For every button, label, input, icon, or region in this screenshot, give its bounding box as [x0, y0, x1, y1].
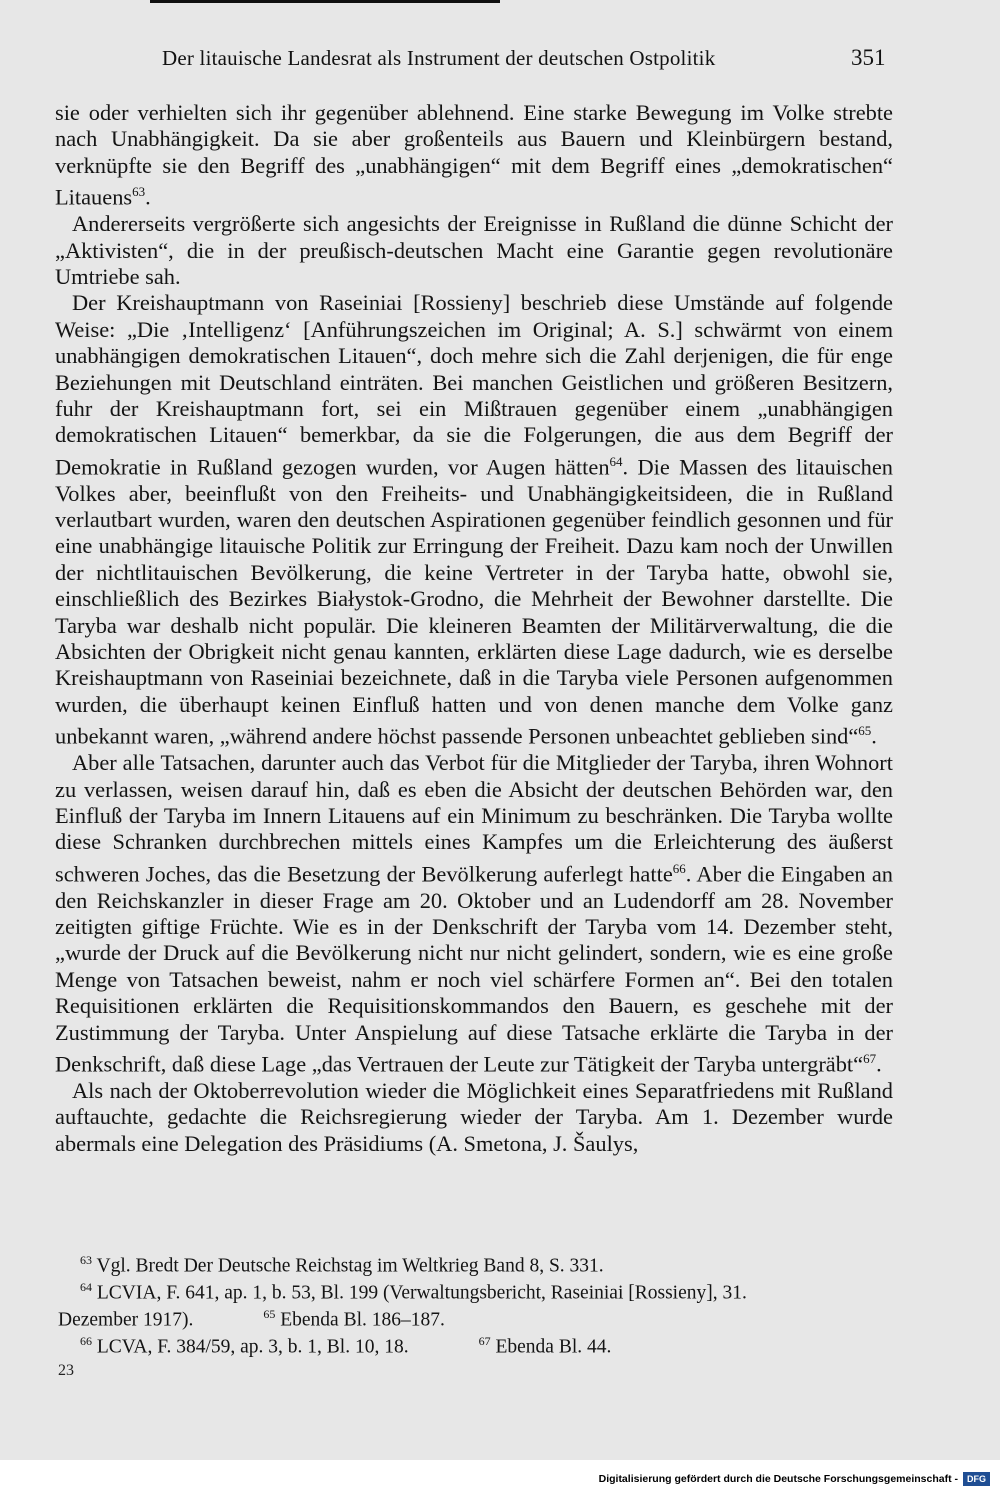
paragraph-text: . — [871, 723, 877, 749]
page-header — [0, 46, 1000, 76]
footnote-mark: 64 — [80, 1280, 92, 1294]
footnotes — [58, 1250, 896, 1358]
footnote-63 — [58, 1250, 896, 1277]
paragraph-text: . — [876, 1051, 882, 1077]
paragraph-text: Als nach der Oktoberrevolution wieder die Möglichkeit eines Separatfriedens mit Rußland auftauchte, gedachte die Reichsregierung wieder der Taryba. Am 1. Dezember wurde abermals eine Delegation des Präsidiums (A. Smetona, J. Šaulys, — [55, 1077, 893, 1156]
paragraph — [55, 100, 893, 211]
paragraph-text: . — [145, 184, 151, 210]
footer — [599, 1471, 990, 1487]
paragraph-text: Andererseits vergrößerte sich angesichts der Ereignisse in Rußland die dünne Schicht der „Aktivisten“, die in der preußisch-deutschen Macht eine Garantie gegen revolutionäre Umtriebe sah. — [55, 211, 893, 289]
footnote-ref: 64 — [609, 453, 623, 469]
top-border-line — [150, 0, 500, 3]
footnote-ref: 67 — [863, 1051, 877, 1067]
paragraph-text: sie oder verhielten sich ihr gegenüber ablehnend. Eine starke Bewegung im Volke strebte nach Unabhängigkeit. Da sie aber großenteils aus Bauern und Kleinbürgern bestand, verknüpfte sie den Begriff des „unabhängigen“ mit dem Begriff eines „demokratischen“ Litauens — [55, 100, 893, 210]
footnote-66-67 — [58, 1331, 896, 1358]
signature-mark: 23 — [58, 1362, 74, 1379]
page-number: 351 — [851, 45, 886, 70]
paragraph-text: . Aber die Eingaben an den Reichskanzler in dieser Frage am 20. Oktober und an Ludendorff am 28. November zeitigten giftige Früchte. Wie es in der Denkschrift der Taryba vom 14. Dezember steht, „wurde der Druck auf die Bevölkerung nicht nur nicht gelindert, sondern, wie es eine große Menge von Tatsachen beweist, nahm er noch viel schärfere Formen an“. Bei den totalen Requisitionen erklärten die Requisitionskommandos den Bauern, es geschehe mit der Zustimmung der Taryba. Unter Anspielung auf diese Tatsache erklärte die Taryba in der Denkschrift, daß diese Lage „das Vertrauen der Leute zur Tätigkeit der Taryba untergräbt“ — [55, 861, 893, 1077]
paragraph — [55, 750, 893, 1078]
footnote-text: Ebenda Bl. 44. — [495, 1336, 612, 1358]
footnote-text: Ebenda Bl. 186–187. — [280, 1309, 445, 1331]
footnote-text: Vgl. Bredt Der Deutsche Reichstag im Weltkrieg Band 8, S. 331. — [96, 1255, 604, 1277]
paragraph — [55, 290, 893, 750]
paragraph-text: Aber alle Tatsachen, darunter auch das Verbot für die Mitglieder der Taryba, ihren Wohnort zu verlassen, weisen darauf hin, daß es eben die Absicht der deutschen Behörden war, den Einfluß der Taryba im Innern Litauens auf ein Minimum zu beschränken. Die Taryba wollte diese Schranken durchbrechen mittels eines Kampfes um die Erleichterung des äußerst schweren Joches, das die Besetzung der Bevölkerung auferlegt hatte — [55, 750, 893, 887]
paragraph-text: . Die Massen des litauischen Volkes aber, beeinflußt von den Freiheits- und Unabhängigkeitsideen, die in Rußland verlautbart wurden, waren den deutschen Aspirationen gegenüber feindlich gesonnen und für eine unabhängige litauische Politik zur Erringung der Freiheit. Dazu kam noch der Unwillen der nichtlitauischen Bevölkerung, die keine Vertreter in der Taryba hatte, obwohl sie, einschließlich des Bezirkes Białystok-Grodno, die Mehrheit der Bewohner darstellte. Die Taryba war deshalb nicht populär. Die kleineren Beamten der Militärverwaltung, die die Absichten der Obrigkeit nicht genau kannten, erklärten diese Lage dadurch, wie es derselbe Kreishauptmann von Raseiniai bezeichnete, daß in die Taryba viele Personen aufgenommen wurden, die überhaupt keinen Einfluß hatten und von denen manche dem Volke ganz unbekannt waren, „während andere höchst passende Personen unbeachtet geblieben sind“ — [55, 454, 893, 749]
paragraph — [55, 1078, 893, 1157]
paragraph-text: Der Kreishauptmann von Raseiniai [Rossieny] beschrieb diese Umstände auf folgende Weise: „Die ‚Intelligenz‘ [Anführungszeichen im Original; A. S.] schwärmt von einem unabhängigen demokratischen Litauen“, doch mehre sich die Zahl derjenigen, die für enge Beziehungen mit Deutschland einträten. Bei manchen Geistlichen und größeren Besitzern, fuhr der Kreishauptmann fort, sei ein Mißtrauen gegenüber einem „unabhängigen demokratischen Litauen“ bemerkbar, da sie die Folgerungen, die aus dem Begriff der Demokratie in Rußland gezogen wurden, vor Augen hätten — [55, 290, 893, 480]
paragraph — [55, 211, 893, 290]
footnote-mark: 67 — [478, 1334, 491, 1348]
running-title: Der litauische Landesrat als Instrument der deutschen Ostpolitik — [162, 46, 716, 70]
footnote-mark: 66 — [80, 1334, 92, 1348]
body-text — [55, 100, 893, 1157]
dfg-logo-icon: DFG — [963, 1472, 990, 1486]
footnote-mark: 63 — [80, 1253, 92, 1267]
footer-credit: Digitalisierung gefördert durch die Deutsche Forschungsgemeinschaft - — [598, 1473, 958, 1485]
footnote-ref: 65 — [858, 723, 872, 739]
footnote-64-65 — [58, 1304, 896, 1331]
footnote-text: LCVIA, F. 641, ap. 1, b. 53, Bl. 199 (Verwaltungsbericht, Raseiniai [Rossieny], 31. — [96, 1282, 747, 1304]
footnote-ref: 66 — [672, 860, 686, 876]
footnote-text: Dezember 1917). — [58, 1309, 194, 1331]
footnote-64 — [58, 1277, 896, 1304]
footnote-text: LCVA, F. 384/59, ap. 3, b. 1, Bl. 10, 18. — [96, 1336, 409, 1358]
footnote-ref: 63 — [132, 184, 146, 200]
footnote-mark: 65 — [263, 1307, 276, 1321]
